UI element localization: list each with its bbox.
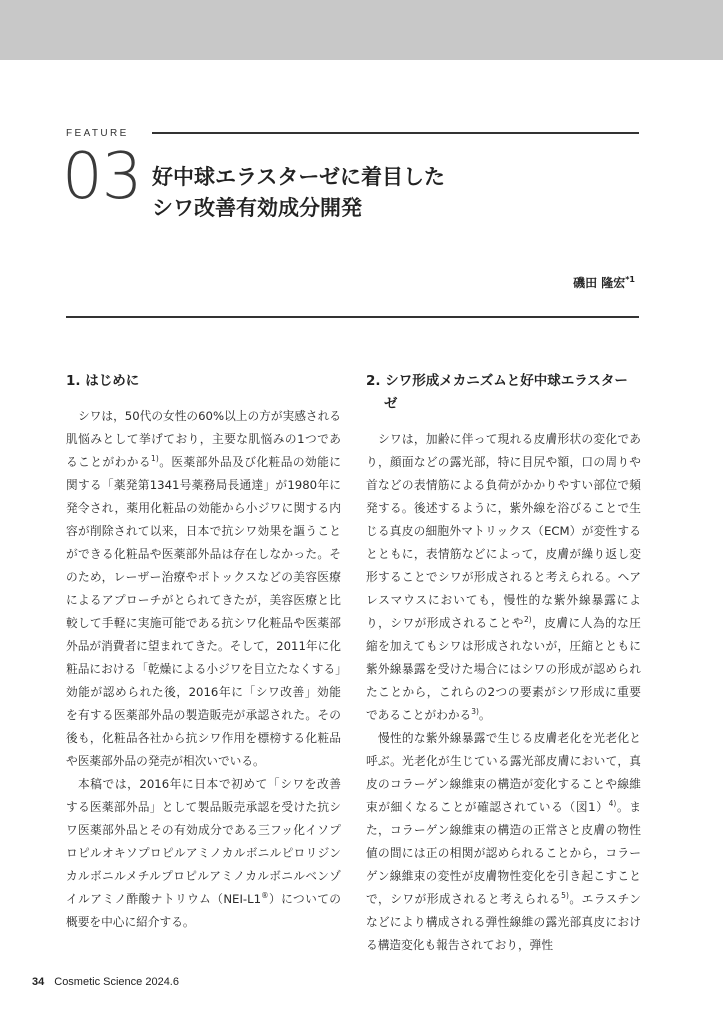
- page-number: 34: [32, 976, 45, 988]
- header-rule: [152, 132, 639, 134]
- author-name: 磯田 隆宏: [573, 276, 626, 290]
- intro-paragraph-1: シワは，50代の女性の60%以上の方が実感される肌悩みとして挙げており，主要な肌悩みの1つであることがわかる$^{1)}$。医薬部外品及び化粧品の効能に関する「薬発第1341号薬務局長通達」が1980年に発令され，薬用化粧品の効能から小ジワに関する内容が削除されて以来，日本で抗シワ効果を謳うことができる化粧品や医薬部外品は存在しなかった。そのため，レーザー治療やボトックスなどの美容医療によるアプローチがとられてきたが，美容医療と比較して手軽に実施可能である抗シワ化粧品や医薬部外品が消費者に望まれてきた。そして，2011年に化粧品における「乾燥による小ジワを目立たなくする」効能が認められた後，2016年に「シワ改善」効能を有する医薬部外品の製造販売が承認された。その後も，化粧品各社から抗シワ作用を標榜する化粧品や医薬部外品の発売が相次いでいる。: [66, 409, 341, 768]
- right-column: [366, 370, 641, 957]
- reference-1: 1): [151, 454, 159, 464]
- author: [573, 274, 635, 291]
- reference-3: 3): [471, 707, 479, 717]
- title-line-1: 好中球エラスターゼに着目した: [152, 165, 445, 189]
- left-column: [66, 370, 341, 934]
- page-footer: [32, 976, 179, 988]
- intro-paragraph-2: 本稿では，2016年に日本で初めて「シワを改善する医薬部外品」として製品販売承認を受けた抗シワ医薬部外品とその有効成分である三フッ化イソプロピルオキソプロピルアミノカルボニルピロリジンカルボニルメチルプロピルアミノカルボニルベンゾイルアミノ酢酸ナトリウム（NEI-L1®）についての概要を中心に紹介する。: [66, 777, 341, 929]
- reference-4: 4): [608, 799, 617, 809]
- feature-label: FEATURE: [66, 128, 129, 139]
- mechanism-paragraph-2: 慢性的な紫外線暴露で生じる皮膚老化を光老化と呼ぶ。光老化が生じている露光部皮膚において，真皮のコラーゲン線維束の構造が変化することや線維束が細くなることが確認されている（図1）$^{4)}$。また，コラーゲン線維束の構造の正常さと皮膚の物性値の間には正の相関が認められることから，コラーゲン線維束の変性が皮膚物性変化を引き起こすことで，シワが形成されると考えられる$^{5)}$。エラスチンなどにより構成される弾性線維の露光部真皮における構造変化も報告されており，弾性: [366, 731, 641, 952]
- section-heading-mechanism: 2. シワ形成メカニズムと好中球エラスターゼ: [366, 373, 628, 412]
- feature-number: 03: [62, 140, 142, 214]
- journal-issue: Cosmetic Science 2024.6: [54, 976, 179, 988]
- registered-mark: ®: [261, 891, 269, 901]
- section-rule: [66, 316, 639, 318]
- author-affiliation-mark: *1: [625, 275, 635, 284]
- reference-5: 5): [561, 891, 569, 901]
- title-line-2: シワ改善有効成分開発: [152, 196, 362, 220]
- top-band: [0, 0, 723, 60]
- article-title: [152, 162, 632, 224]
- reference-2: 2): [523, 615, 532, 625]
- mechanism-paragraph-1: シワは，加齢に伴って現れる皮膚形状の変化であり，顔面などの露光部，特に目尻や額，口の周りや首などの表情筋による負荷がかかりやすい部位で頻発する。後述するように，紫外線を浴びることで生じる真皮の細胞外マトリックス（ECM）が変性するとともに，表情筋などによって，皮膚が繰り返し変形することでシワが形成されると考えられる。ヘアレスマウスにおいても，慢性的な紫外線暴露により，シワが形成されることや$^{2)}$，皮膚に人為的な圧縮を加えてもシワは形成されないが，圧縮とともに紫外線暴露を受けた場合にはシワの形成が認められたことから，これらの2つの要素がシワ形成に重要であることがわかる$^{3)}$。: [366, 432, 641, 722]
- section-heading-intro: 1. はじめに: [66, 373, 140, 389]
